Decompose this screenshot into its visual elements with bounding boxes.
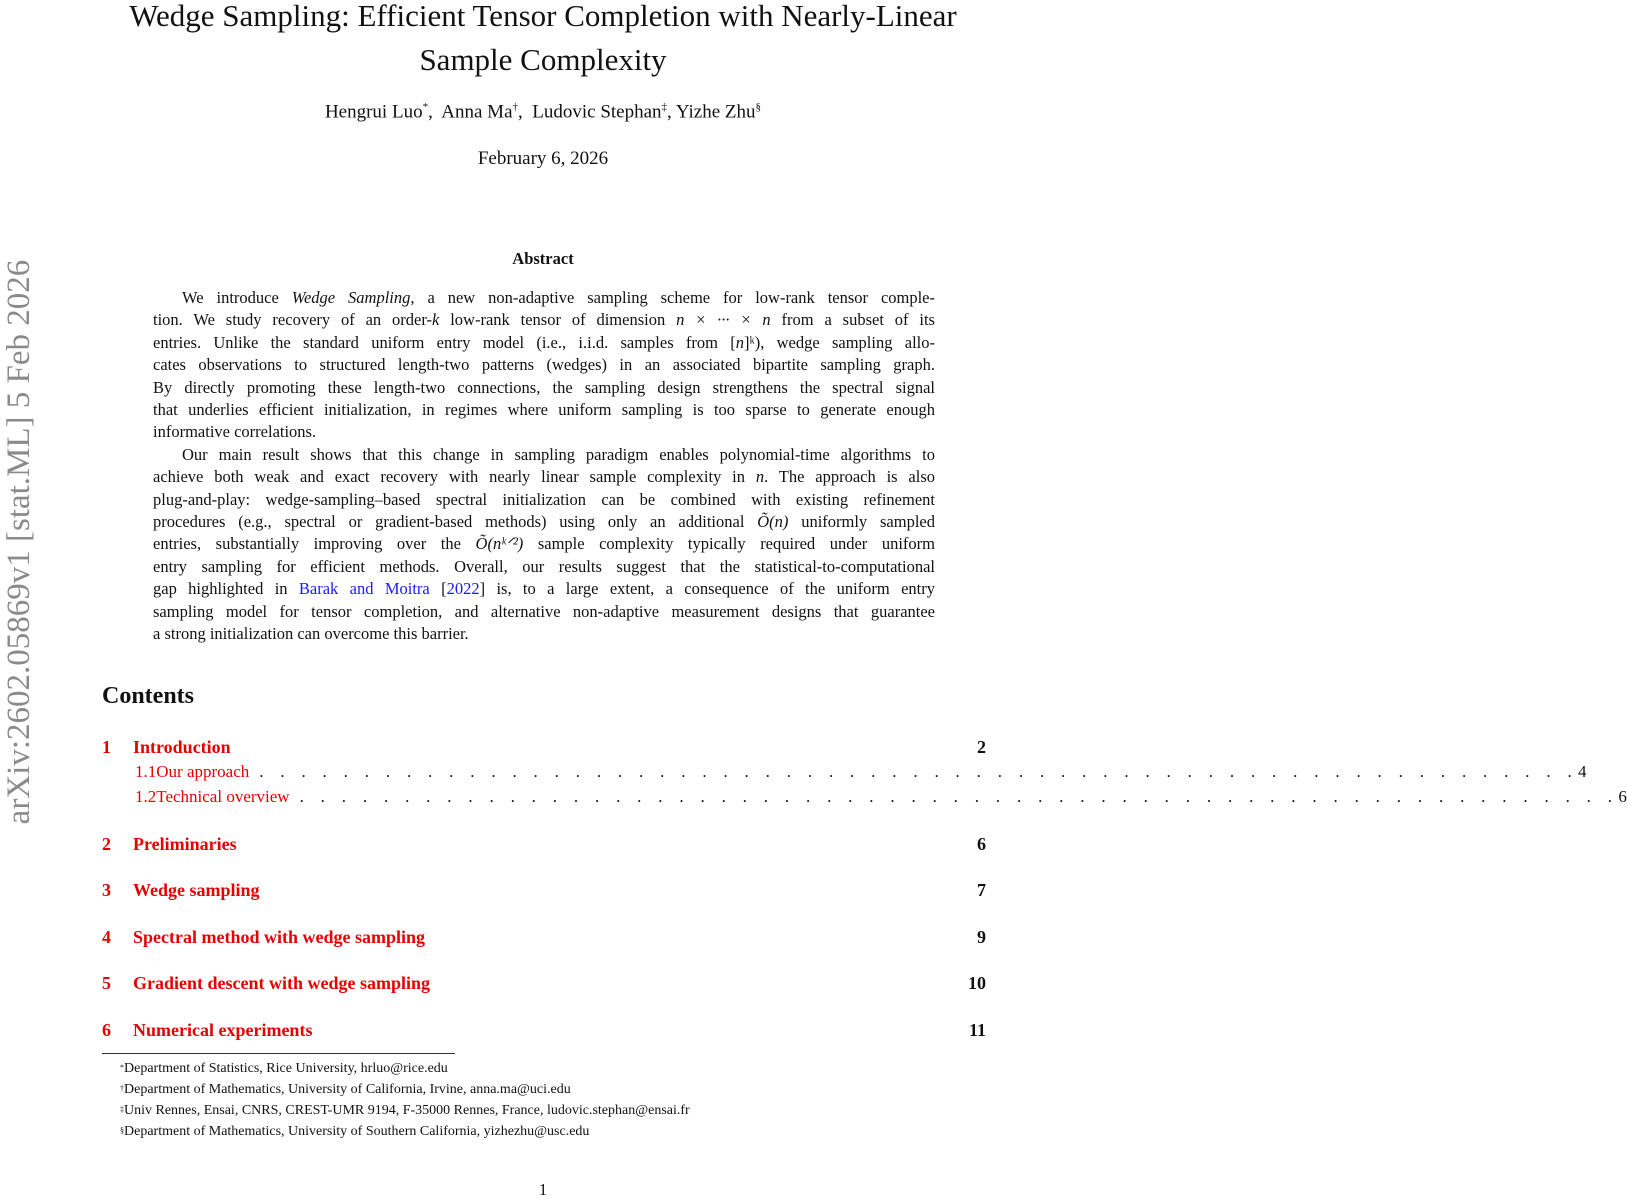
math: Õ(nᵏᐟ²): [475, 534, 524, 554]
subsection-title-link[interactable]: Technical overview: [156, 787, 290, 806]
citation-year-link[interactable]: 2022: [446, 579, 480, 599]
paper-title: [60, 0, 1026, 82]
table-of-contents: [102, 735, 1627, 1042]
text: uniformly sampled: [788, 512, 935, 532]
footnote-mark: *: [120, 1063, 124, 1072]
author-name: Anna Ma: [441, 101, 513, 123]
section-title-link[interactable]: Gradient descent with wedge sampling: [133, 973, 430, 993]
text: entries, substantially improving over the: [153, 534, 476, 554]
contents-heading: Contents: [102, 683, 195, 709]
emphasis: Wedge Sampling: [291, 288, 411, 307]
section-number[interactable]: 1: [102, 737, 111, 757]
toc-section-preliminaries[interactable]: [102, 832, 986, 856]
arxiv-identifier-stamp: arXiv:2602.05869v1 [stat.ML] 5 Feb 2026: [1, 259, 37, 825]
text: ] is, to a large extent, a consequence of the uniform entry: [479, 579, 935, 599]
text: ]ᵏ), wedge sampling allo-: [744, 332, 935, 352]
text: sample complexity typically required under uniform: [523, 534, 935, 554]
abstract-line: a strong initialization can overcome this barrier.: [153, 624, 469, 644]
math: k: [432, 310, 440, 330]
dot-leader: . . . . . . . . . . . . . . . . . . . . . . . . . . . . . . . . . . . . . . . . . . . . . . . . . . . . . . . . . . . . . . .: [299, 787, 1619, 806]
page-number: 6: [977, 833, 986, 854]
abstract-line: cates observations to structured length-two patterns (wedges) in an associated bipartite sampling graph.: [153, 355, 935, 375]
text: gap highlighted in: [153, 579, 299, 599]
text: [: [429, 579, 447, 599]
toc-subsection-technical-overview[interactable]: [102, 784, 1627, 809]
toc-section-introduction[interactable]: [102, 735, 986, 759]
footnote: [120, 1058, 690, 1079]
page-number: 11: [968, 1019, 986, 1040]
abstract-line: sampling model for tensor completion, and alternative non-adaptive measurement designs that guarantee: [153, 601, 935, 621]
abstract-line: [153, 511, 935, 533]
abstract-line: [153, 332, 935, 354]
toc-section-numerical-experiments[interactable]: [102, 1018, 986, 1042]
page-number: 9: [977, 926, 986, 947]
section-number[interactable]: 3: [102, 880, 111, 900]
page-number: 2: [977, 737, 986, 757]
footnote-text: Department of Mathematics, University of Southern California, yizhezhu@usc.edu: [124, 1124, 590, 1139]
text: low-rank tensor of dimension: [439, 310, 677, 330]
author-name: Ludovic Stephan: [532, 101, 662, 123]
math: n: [735, 332, 745, 352]
text: from a subset of its: [770, 310, 935, 330]
text: tion. We study recovery of an order-: [153, 310, 433, 330]
subsection-number[interactable]: 1.2: [135, 787, 157, 806]
author-name: Yizhe Zhu: [675, 101, 756, 123]
toc-section-gradient-descent[interactable]: [102, 971, 986, 995]
section-number[interactable]: 5: [102, 973, 111, 993]
toc-subsection-our-approach[interactable]: [102, 759, 1587, 784]
abstract-line: [153, 309, 935, 331]
author-list: Hengrui Luo*, Anna Ma†, Ludovic Stephan‡, Yizhe Zhu§: [324, 101, 762, 123]
abstract-line: entry sampling for efficient methods. Overall, our results suggest that the statistical-to-computational: [153, 556, 935, 576]
section-title-link[interactable]: Introduction: [133, 737, 231, 757]
author-name: Hengrui Luo: [324, 101, 423, 123]
abstract-line: that underlies efficient initialization, in regimes where uniform sampling is too sparse to generate enough: [153, 400, 935, 420]
section-title-link[interactable]: Preliminaries: [133, 833, 237, 854]
author-footnote-mark[interactable]: †: [512, 101, 519, 113]
author-footnote-mark[interactable]: ‡: [661, 101, 668, 113]
abstract-heading: Abstract: [512, 249, 574, 268]
toc-section-wedge-sampling[interactable]: [102, 878, 986, 902]
author-footnote-mark[interactable]: *: [422, 101, 429, 113]
footnote-divider: [102, 1053, 455, 1054]
page-number: 4: [1578, 762, 1587, 781]
text: , a new non-adaptive sampling scheme for low-rank tensor comple-: [410, 288, 936, 307]
footnote-mark: ‡: [120, 1105, 124, 1114]
abstract-line: By directly promoting these length-two connections, the sampling design strengthens the spectral signal: [153, 377, 935, 397]
subsection-title-link[interactable]: Our approach: [156, 762, 250, 781]
page-number: 6: [1618, 787, 1627, 806]
text: achieve both weak and exact recovery with nearly linear sample complexity in: [153, 467, 756, 487]
footnote-text: Univ Rennes, Ensai, CNRS, CREST-UMR 9194, F-35000 Rennes, France, ludovic.stephan@ensai.fr: [124, 1103, 690, 1118]
section-title-link[interactable]: Numerical experiments: [133, 1019, 313, 1040]
dot-leader: . . . . . . . . . . . . . . . . . . . . . . . . . . . . . . . . . . . . . . . . . . . . . . . . . . . . . . . . . . . . . . .: [259, 762, 1578, 781]
section-title-link[interactable]: Spectral method with wedge sampling: [133, 926, 425, 947]
author-footnote-mark[interactable]: §: [755, 101, 762, 113]
abstract-line: Our main result shows that this change in sampling paradigm enables polynomial-time algorithms to: [182, 444, 935, 464]
page-number-footer: 1: [538, 1180, 548, 1199]
citation-link[interactable]: Barak and Moitra: [298, 579, 430, 599]
section-number[interactable]: 4: [102, 926, 111, 947]
footnote-mark: §: [120, 1126, 124, 1135]
footnote: [120, 1121, 690, 1142]
subsection-number[interactable]: 1.1: [135, 762, 157, 781]
title-line-2: Sample Complexity: [419, 42, 667, 77]
text: procedures (e.g., spectral or gradient-based methods) using only an additional: [153, 512, 758, 532]
math: Õ(n): [757, 512, 789, 532]
toc-section-spectral-method[interactable]: [102, 925, 986, 949]
page-number: 10: [968, 973, 986, 993]
section-title-link[interactable]: Wedge sampling: [133, 880, 260, 900]
section-number[interactable]: 2: [102, 833, 111, 854]
footnote: [120, 1079, 690, 1100]
text: entries. Unlike the standard uniform entry model (i.e., i.i.d. samples from [: [153, 332, 736, 352]
abstract-line: [153, 578, 935, 600]
footnote: [120, 1100, 690, 1121]
math: n: [755, 467, 765, 487]
abstract-line: informative correlations.: [153, 422, 317, 442]
abstract-line: [153, 466, 935, 488]
math: n × ··· × n: [676, 310, 771, 330]
footnotes: [120, 1058, 690, 1142]
abstract-body: [153, 287, 935, 646]
footnote-mark: †: [120, 1084, 124, 1093]
page-number: 7: [977, 880, 986, 900]
abstract-line: plug-and-play: wedge-sampling–based spectral initialization can be combined with existing refinement: [153, 489, 935, 509]
text: We introduce: [182, 288, 292, 307]
title-line-1: Wedge Sampling: Efficient Tensor Completion with Nearly-Linear: [129, 0, 957, 33]
text: . The approach is also: [764, 467, 935, 487]
abstract-line: [153, 533, 935, 555]
footnote-text: Department of Mathematics, University of California, Irvine, anna.ma@uci.edu: [124, 1082, 571, 1097]
footnote-text: Department of Statistics, Rice University, hrluo@rice.edu: [124, 1061, 448, 1076]
paper-date: February 6, 2026: [477, 148, 609, 169]
section-number[interactable]: 6: [102, 1019, 111, 1040]
abstract-line: [153, 287, 935, 309]
